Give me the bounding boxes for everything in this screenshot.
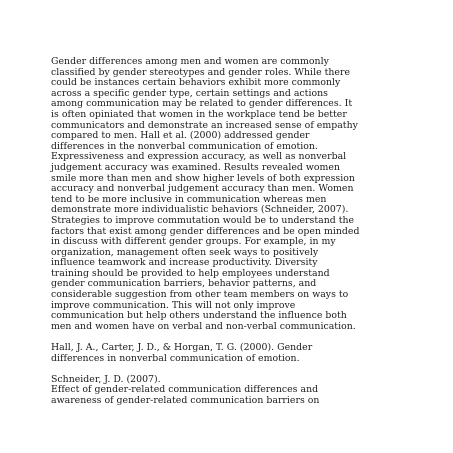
- text-line: Hall, J. A., Carter, J. D., & Horgan, T. G. (2000). Gender: [51, 342, 313, 354]
- text-line: classified by gender stereotypes and gender roles. While there: [51, 66, 351, 78]
- text-line: considerable suggestion from other team members on ways to: [51, 289, 349, 301]
- reference-entry: [51, 375, 413, 407]
- text-line: communication but help others understand the influence both: [51, 310, 347, 322]
- text-line: Schneider, J. D. (2007).: [51, 373, 161, 385]
- body-paragraph: [51, 57, 413, 332]
- text-line: Strategies to improve commutation would be to understand the: [51, 214, 355, 226]
- text-line: across a specific gender type, certain settings and actions: [51, 87, 328, 99]
- text-line: training should be provided to help employees understand: [51, 267, 330, 279]
- text-line: Gender differences among men and women are commonly: [51, 56, 329, 67]
- text-line: is often opiniated that women in the workplace tend be better: [51, 108, 347, 120]
- text-line: factors that exist among gender differences and be open minded: [51, 225, 360, 237]
- text-line: accuracy and nonverbal judgement accuracy than men. Women: [51, 183, 354, 195]
- text-line: judgement accuracy was examined. Results revealed women: [51, 161, 340, 173]
- text-line: communicators and demonstrate an increased sense of empathy: [51, 119, 358, 131]
- text-line: improve communication. This will not only improve: [51, 299, 296, 311]
- text-line: compared to men. Hall et al. (2000) addressed gender: [51, 130, 310, 142]
- text-line: Effect of gender-related communication differences and: [51, 384, 319, 396]
- text-line: differences in the nonverbal communication of emotion.: [51, 140, 318, 152]
- text-line: smile more than men and show higher levels of both expression: [51, 172, 355, 184]
- text-line: in discuss with different gender groups. For example, in my: [51, 236, 336, 248]
- text-line: Expressiveness and expression accuracy, as well as nonverbal: [51, 151, 347, 163]
- text-line: differences in nonverbal communication of emotion.: [51, 352, 300, 364]
- text-line: among communication may be related to gender differences. It: [51, 98, 353, 110]
- reference-entry: [51, 343, 413, 364]
- text-line: demonstrate more individualistic behaviors (Schneider, 2007).: [51, 204, 349, 216]
- text-line: organization, management often seek ways to positively: [51, 246, 319, 258]
- text-line: awareness of gender-related communication barriers on: [51, 395, 320, 406]
- text-line: gender communication barriers, behavior patterns, and: [51, 278, 317, 290]
- text-line: could be instances certain behaviors exhibit more commonly: [51, 77, 341, 89]
- document-text: [51, 57, 413, 407]
- text-line: influence teamwork and increase productivity. Diversity: [51, 257, 318, 269]
- text-line: tend to be more inclusive in communication whereas men: [51, 193, 327, 205]
- text-line: men and women have on verbal and non-verbal communication.: [51, 320, 356, 332]
